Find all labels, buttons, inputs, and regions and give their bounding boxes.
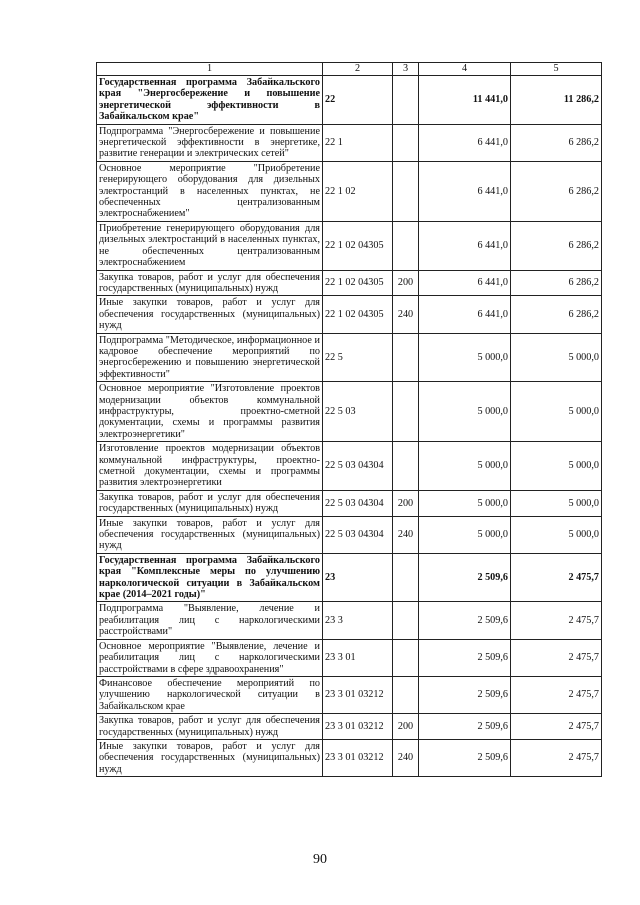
row-name-cell: Изготовление проектов модернизации объектов коммунальной инфраструктуры, проектно-сметной документации, схемы и программы развития электроэнергетики [97,442,323,491]
row-type-cell [393,221,419,270]
row-value-2-cell: 6 286,2 [511,124,602,161]
row-value-2-cell: 2 475,7 [511,602,602,639]
table-row [97,382,602,442]
row-name-cell: Основное мероприятие "Изготовление проектов модернизации объектов коммунальной инфраструктуры, проектно-сметной документации, схемы и программы развития электроэнергетики" [97,382,323,442]
header-col-3: 3 [393,63,419,76]
row-value-1-cell: 2 509,6 [419,602,511,639]
row-value-2-cell: 11 286,2 [511,76,602,125]
row-name-cell: Финансовое обеспечение мероприятий по улучшению наркологической ситуации в Забайкальском крае [97,676,323,713]
row-name-cell: Иные закупки товаров, работ и услуг для обеспечения государственных (муниципальных) нужд [97,516,323,553]
row-code-cell: 23 [323,553,393,602]
row-value-2-cell: 2 475,7 [511,676,602,713]
table-body [97,76,602,777]
row-name-cell: Иные закупки товаров, работ и услуг для обеспечения государственных (муниципальных) нужд [97,296,323,333]
table-row [97,124,602,161]
row-name-cell: Иные закупки товаров, работ и услуг для обеспечения государственных (муниципальных) нужд [97,739,323,776]
table-row [97,739,602,776]
table-row [97,221,602,270]
table-row [97,76,602,125]
row-code-cell: 22 5 03 04304 [323,516,393,553]
table-row [97,553,602,602]
row-type-cell: 200 [393,270,419,296]
row-type-cell [393,124,419,161]
row-code-cell: 22 5 03 04304 [323,442,393,491]
header-col-1: 1 [97,63,323,76]
table-row [97,602,602,639]
row-type-cell [393,161,419,221]
row-value-2-cell: 5 000,0 [511,333,602,382]
row-type-cell: 240 [393,739,419,776]
header-col-4: 4 [419,63,511,76]
row-type-cell [393,382,419,442]
row-code-cell: 22 1 [323,124,393,161]
row-value-2-cell: 5 000,0 [511,442,602,491]
row-name-cell: Государственная программа Забайкальского края "Энергосбережение и повышение энергетической эффективности в Забайкальском крае" [97,76,323,125]
row-name-cell: Приобретение генерирующего оборудования для дизельных электростанций в населенных пунктах, не обеспеченных централизованным электроснабжением [97,221,323,270]
row-value-2-cell: 5 000,0 [511,516,602,553]
row-value-1-cell: 6 441,0 [419,124,511,161]
row-value-1-cell: 2 509,6 [419,553,511,602]
row-type-cell [393,333,419,382]
row-code-cell: 23 3 01 03212 [323,714,393,740]
table-row [97,270,602,296]
row-name-cell: Подпрограмма "Энергосбережение и повышение энергетической эффективности в энергетике, развитие генерации и электрических сетей" [97,124,323,161]
row-value-1-cell: 6 441,0 [419,270,511,296]
row-value-1-cell: 6 441,0 [419,296,511,333]
row-value-2-cell: 2 475,7 [511,639,602,676]
row-type-cell: 240 [393,296,419,333]
row-code-cell: 23 3 01 [323,639,393,676]
row-value-1-cell: 5 000,0 [419,490,511,516]
budget-table [96,62,602,777]
row-value-1-cell: 6 441,0 [419,221,511,270]
row-type-cell: 200 [393,490,419,516]
row-value-2-cell: 6 286,2 [511,296,602,333]
row-code-cell: 22 [323,76,393,125]
row-value-1-cell: 5 000,0 [419,382,511,442]
row-value-1-cell: 5 000,0 [419,333,511,382]
row-value-1-cell: 6 441,0 [419,161,511,221]
row-value-2-cell: 2 475,7 [511,553,602,602]
row-value-1-cell: 5 000,0 [419,442,511,491]
row-code-cell: 22 1 02 04305 [323,296,393,333]
table-row [97,333,602,382]
row-value-1-cell: 11 441,0 [419,76,511,125]
row-type-cell: 200 [393,714,419,740]
table-row [97,676,602,713]
row-value-1-cell: 5 000,0 [419,516,511,553]
table-row [97,639,602,676]
row-value-1-cell: 2 509,6 [419,739,511,776]
row-code-cell: 22 5 03 [323,382,393,442]
row-value-2-cell: 6 286,2 [511,221,602,270]
row-name-cell: Закупка товаров, работ и услуг для обеспечения государственных (муниципальных) нужд [97,490,323,516]
row-code-cell: 22 1 02 04305 [323,221,393,270]
row-code-cell: 22 5 03 04304 [323,490,393,516]
table-row [97,161,602,221]
row-value-2-cell: 5 000,0 [511,490,602,516]
table-row [97,490,602,516]
row-name-cell: Основное мероприятие "Приобретение генерирующего оборудования для дизельных электростанций в населенных пунктах, не обеспеченных централизованным электроснабжением" [97,161,323,221]
row-name-cell: Подпрограмма "Выявление, лечение и реабилитация лиц с наркологическими расстройствами" [97,602,323,639]
table-row [97,516,602,553]
table-row [97,296,602,333]
row-type-cell [393,76,419,125]
row-value-1-cell: 2 509,6 [419,639,511,676]
row-value-2-cell: 6 286,2 [511,161,602,221]
row-code-cell: 22 1 02 [323,161,393,221]
row-code-cell: 22 5 [323,333,393,382]
row-value-2-cell: 6 286,2 [511,270,602,296]
row-code-cell: 23 3 [323,602,393,639]
row-type-cell [393,602,419,639]
row-type-cell [393,553,419,602]
row-type-cell: 240 [393,516,419,553]
table-header [97,63,602,76]
row-name-cell: Подпрограмма "Методическое, информационное и кадровое обеспечение мероприятий по энергосбережению и повышению энергетической эффективности" [97,333,323,382]
row-name-cell: Закупка товаров, работ и услуг для обеспечения государственных (муниципальных) нужд [97,270,323,296]
row-type-cell [393,676,419,713]
table-row [97,714,602,740]
page-number: 90 [313,852,327,867]
row-code-cell: 23 3 01 03212 [323,739,393,776]
row-value-2-cell: 2 475,7 [511,739,602,776]
row-type-cell [393,639,419,676]
row-name-cell: Закупка товаров, работ и услуг для обеспечения государственных (муниципальных) нужд [97,714,323,740]
row-value-2-cell: 5 000,0 [511,382,602,442]
row-code-cell: 22 1 02 04305 [323,270,393,296]
row-value-1-cell: 2 509,6 [419,714,511,740]
row-name-cell: Государственная программа Забайкальского края "Комплексные меры по улучшению наркологической ситуации в Забайкальском крае (2014–2021 годы)" [97,553,323,602]
row-value-2-cell: 2 475,7 [511,714,602,740]
row-type-cell [393,442,419,491]
row-name-cell: Основное мероприятие "Выявление, лечение и реабилитация лиц с наркологическими расстройствами в сфере здравоохранения" [97,639,323,676]
header-row [97,63,602,76]
header-col-5: 5 [511,63,602,76]
table-row [97,442,602,491]
header-col-2: 2 [323,63,393,76]
row-code-cell: 23 3 01 03212 [323,676,393,713]
row-value-1-cell: 2 509,6 [419,676,511,713]
